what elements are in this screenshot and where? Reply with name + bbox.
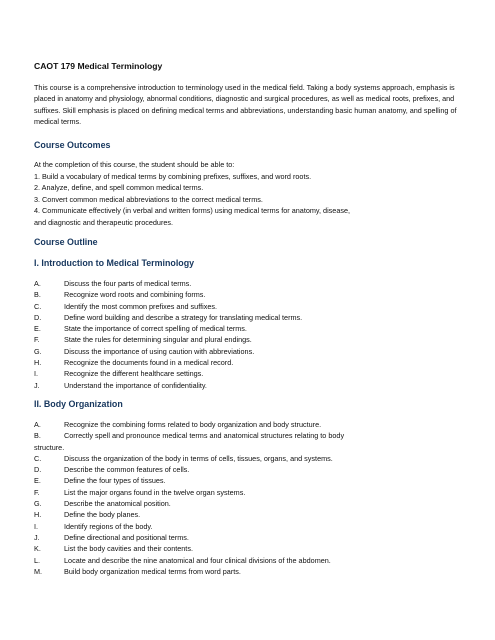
outline-heading: Course Outline (34, 237, 98, 247)
item-letter: B. (34, 431, 41, 441)
outcome-item-continued: and diagnostic and therapeutic procedures. (34, 217, 174, 227)
item-letter: J. (34, 380, 40, 390)
outcome-item: 4. Communicate effectively (in verbal and written forms) using medical terms for anatomy, disease, (34, 206, 351, 215)
item-letter: E. (34, 324, 41, 334)
body-organization-objectives-list (34, 419, 464, 577)
list-item (34, 380, 464, 391)
list-item (34, 289, 464, 300)
item-text: Recognize the different healthcare settings. (64, 369, 204, 379)
list-item (34, 346, 464, 357)
list-item (34, 301, 464, 312)
list-item (34, 509, 464, 520)
item-text: List the body cavities and their contents. (64, 544, 193, 554)
item-text: Describe the anatomical position. (64, 499, 171, 509)
list-item (34, 453, 464, 464)
section-heading-body-organization: II. Body Organization (34, 399, 123, 409)
item-text: State the importance of correct spelling of medical terms. (64, 324, 247, 334)
list-item (34, 555, 464, 566)
item-letter: J. (34, 532, 40, 542)
item-letter: A. (34, 420, 41, 429)
item-text: Define the four types of tissues. (64, 476, 166, 486)
list-item (34, 323, 464, 334)
item-letter: C. (34, 453, 42, 463)
item-letter: B. (34, 290, 41, 300)
outcomes-intro: At the completion of this course, the student should be able to: (34, 160, 235, 169)
item-letter: E. (34, 476, 41, 486)
section-heading-introduction: I. Introduction to Medical Terminology (34, 258, 195, 268)
item-text: Recognize the combining forms related to body organization and body structure. (64, 420, 322, 429)
item-letter: M. (34, 566, 43, 576)
outcome-item: 1. Build a vocabulary of medical terms by combining prefixes, suffixes, and word roots. (34, 171, 312, 181)
item-letter: A. (34, 279, 41, 288)
item-text: Understand the importance of confidentiality. (64, 380, 207, 390)
item-text: Discuss the importance of using caution with abbreviations. (64, 346, 255, 356)
item-text: Locate and describe the nine anatomical and four clinical divisions of the abdomen. (64, 555, 331, 565)
list-item (34, 475, 464, 486)
outcome-item: 2. Analyze, define, and spell common medical terms. (34, 183, 204, 192)
item-letter: G. (34, 346, 42, 356)
item-letter: F. (34, 487, 40, 497)
course-description: This course is a comprehensive introduction to terminology used in the medical field. Taking a body systems approach, emphasis is placed in anatomy and physiology, abnormal conditions, diagnostic and surgical procedures, as well as medical roots, prefixes, and suffixes. Skill emphasis is placed on defining medical terms and abbreviations, understanding basic human anatomy, and spelling of medical terms. (34, 83, 457, 127)
list-item (34, 334, 464, 345)
item-text: Recognize the documents found in a medical record. (64, 358, 234, 368)
item-letter: I. (34, 369, 39, 379)
item-text: Describe the common features of cells. (64, 465, 190, 475)
item-letter: D. (34, 312, 42, 322)
item-letter: L. (34, 555, 41, 565)
item-text: Discuss the four parts of medical terms. (64, 279, 192, 288)
item-text: Discuss the organization of the body in terms of cells, tissues, organs, and systems. (64, 453, 333, 463)
list-item (34, 430, 464, 453)
list-item (34, 543, 464, 554)
item-text: Define directional and positional terms. (64, 532, 189, 542)
list-item (34, 464, 464, 475)
list-item (34, 368, 464, 379)
item-letter: F. (34, 335, 40, 345)
list-item (34, 521, 464, 532)
item-text: List the major organs found in the twelve organ systems. (64, 487, 246, 497)
item-text-continued: structure. (34, 442, 65, 452)
list-item (34, 532, 464, 543)
introduction-objectives-list (34, 278, 464, 391)
list-item (34, 419, 464, 430)
item-letter: G. (34, 499, 42, 509)
item-text: Correctly spell and pronounce medical terms and anatomical structures relating to body (64, 431, 345, 441)
item-letter: I. (34, 521, 39, 531)
list-item (34, 566, 464, 577)
item-text: Identify the most common prefixes and suffixes. (64, 301, 217, 311)
outcome-item: 3. Convert common medical abbreviations to the correct medical terms. (34, 194, 263, 204)
item-letter: H. (34, 358, 42, 368)
item-letter: D. (34, 465, 42, 475)
item-letter: H. (34, 510, 42, 520)
item-text: Identify regions of the body. (64, 521, 153, 531)
list-item (34, 312, 464, 323)
item-letter: K. (34, 544, 41, 554)
item-text: Define the body planes. (64, 510, 141, 520)
item-text: Recognize word roots and combining forms. (64, 290, 206, 300)
item-text: State the rules for determining singular and plural endings. (64, 335, 252, 345)
item-letter: C. (34, 301, 42, 311)
item-text: Define word building and describe a strategy for translating medical terms. (64, 312, 303, 322)
document-title: CAOT 179 Medical Terminology (34, 61, 163, 71)
outcomes-heading: Course Outcomes (34, 140, 111, 150)
list-item (34, 278, 464, 289)
item-text: Build body organization medical terms from word parts. (64, 566, 241, 576)
list-item (34, 487, 464, 498)
list-item (34, 498, 464, 509)
list-item (34, 357, 464, 368)
